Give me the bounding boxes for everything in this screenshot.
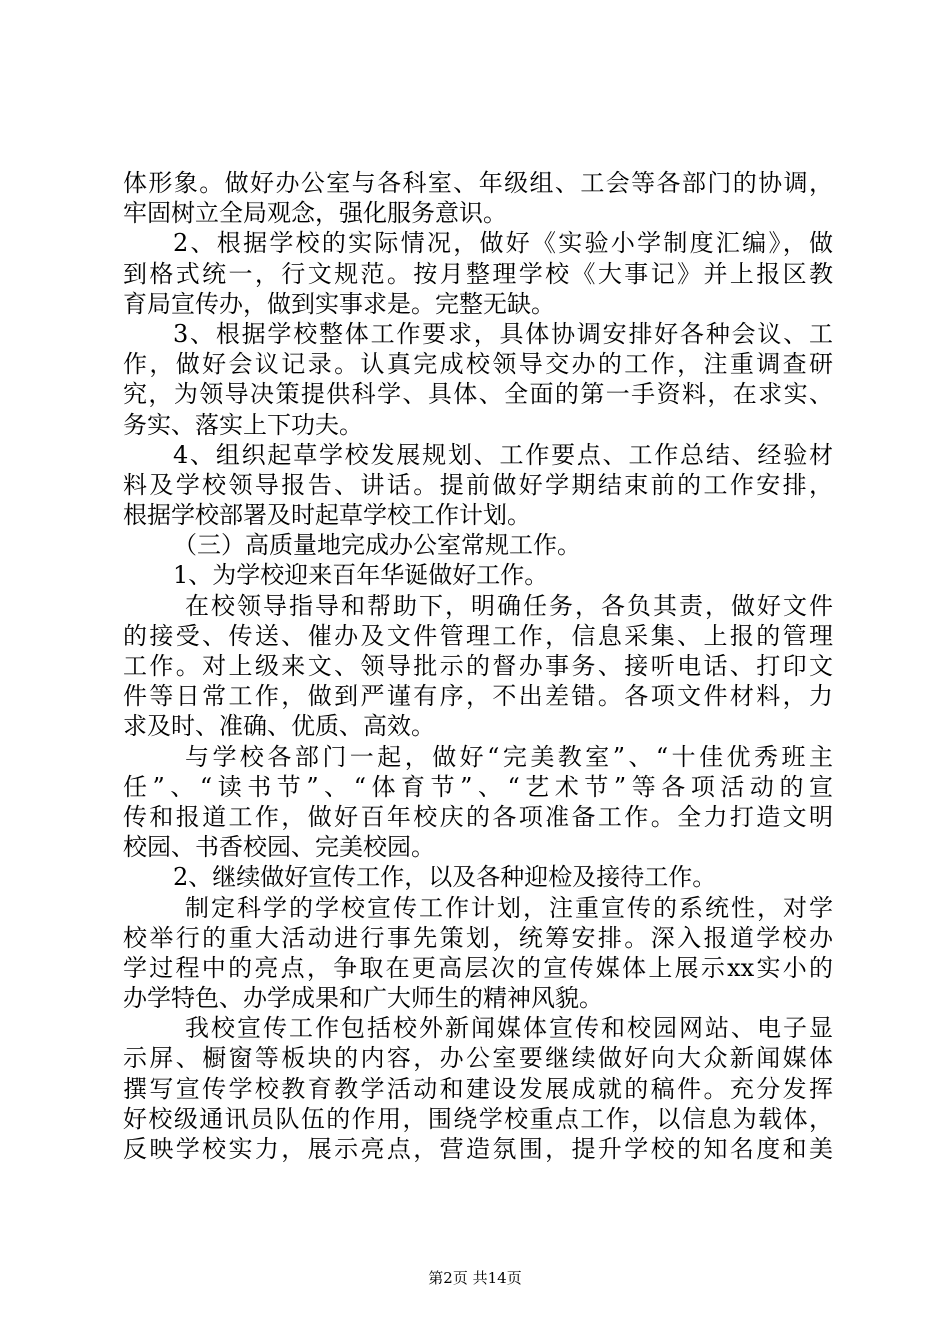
page-footer [0, 1268, 950, 1288]
text-line: 究，为领导决策提供科学、具体、全面的第一手资料，在求实、 [123, 380, 833, 409]
page-number-label: 第2页 共14页 [428, 1269, 522, 1287]
text-line: 制定科学的学校宣传工作计划，注重宣传的系统性，对学 [185, 893, 833, 922]
text-line: 在校领导指导和帮助下，明确任务，各负其责，做好文件 [185, 591, 833, 620]
text-line: 根据学校部署及时起草学校工作计划。 [123, 501, 531, 530]
text-line: 办学特色、办学成果和广大师生的精神风貌。 [123, 984, 603, 1013]
text-line: 1、为学校迎来百年华诞做好工作。 [173, 561, 549, 590]
text-line: 体形象。做好办公室与各科室、年级组、工会等各部门的协调， [123, 169, 833, 197]
text-line: 料及学校领导报告、讲话。提前做好学期结束前的工作安排， [123, 470, 833, 499]
text-line: 校园、书香校园、完美校园。 [123, 833, 435, 862]
text-line: 育局宣传办，做到实事求是。完整无缺。 [123, 289, 555, 318]
text-line: 3、根据学校整体工作要求，具体协调安排好各种会议、工 [173, 319, 833, 348]
text-line: 校举行的重大活动进行事先策划，统筹安排。深入报道学校办 [123, 923, 833, 952]
text-line: 任”、“读书节”、“体育节”、“艺术节”等各项活动的宣 [123, 772, 833, 801]
text-line: 撰写宣传学校教育教学活动和建设发展成就的稿件。充分发挥 [123, 1074, 833, 1103]
text-line: 作，做好会议记录。认真完成校领导交办的工作，注重调查研 [123, 350, 833, 379]
text-line: 务实、落实上下功夫。 [123, 410, 363, 439]
text-line: 传和报道工作，做好百年校庆的各项准备工作。全力打造文明 [123, 802, 833, 831]
text-line: 工作。对上级来文、领导批示的督办事务、接听电话、打印文 [123, 652, 833, 680]
text-line: 与学校各部门一起，做好“完美教室”、“十佳优秀班主 [185, 742, 833, 771]
document-body [123, 168, 833, 1164]
text-line: 反映学校实力，展示亮点，营造氛围，提升学校的知名度和美 [123, 1135, 833, 1163]
text-line: 牢固树立全局观念，强化服务意识。 [123, 199, 507, 228]
text-line: 的接受、传送、催办及文件管理工作，信息采集、上报的管理 [123, 621, 833, 650]
text-line: 学过程中的亮点，争取在更高层次的宣传媒体上展示xx实小的 [123, 953, 833, 982]
text-line: 件等日常工作，做到严谨有序，不出差错。各项文件材料，力 [123, 682, 833, 711]
text-line: （三）高质量地完成办公室常规工作。 [173, 531, 581, 560]
text-line: 到格式统一，行文规范。按月整理学校《大事记》并上报区教 [123, 259, 833, 288]
text-line: 2、继续做好宣传工作，以及各种迎检及接待工作。 [173, 863, 717, 892]
text-line: 4、组织起草学校发展规划、工作要点、工作总结、经验材 [173, 440, 833, 469]
text-line: 好校级通讯员队伍的作用，围绕学校重点工作，以信息为载体， [123, 1104, 833, 1133]
text-line: 2、根据学校的实际情况，做好《实验小学制度汇编》，做 [173, 229, 833, 258]
text-line: 我校宣传工作包括校外新闻媒体宣传和校园网站、电子显 [185, 1014, 833, 1043]
text-line: 求及时、准确、优质、高效。 [123, 712, 435, 741]
text-line: 示屏、橱窗等板块的内容，办公室要继续做好向大众新闻媒体 [123, 1044, 833, 1073]
